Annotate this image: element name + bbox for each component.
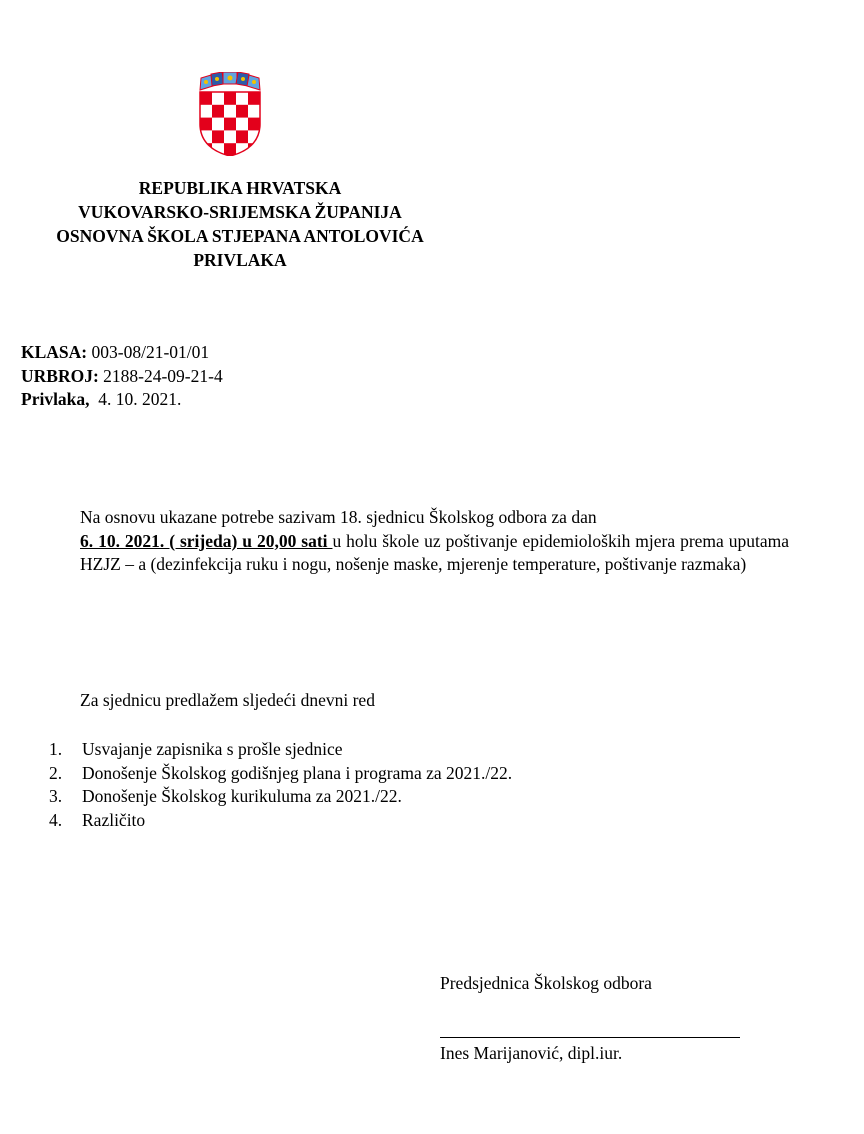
document-metadata <box>21 341 223 412</box>
signature-line <box>440 1037 740 1038</box>
header-country: REPUBLIKA HRVATSKA <box>138 178 342 198</box>
agenda-item-number: 2. <box>49 762 63 783</box>
agenda-intro: Za sjednicu predlažem sljedeći dnevni red <box>80 690 375 710</box>
checkerboard-shield-icon <box>197 92 263 156</box>
agenda-item-number: 3. <box>49 786 63 806</box>
notice-intro: Na osnovu ukazane potrebe sazivam 18. sjednicu Školskog odbora za dan <box>80 507 597 527</box>
place-label: Privlaka, <box>21 389 90 409</box>
crown-icon <box>200 72 260 90</box>
agenda-list <box>49 738 512 832</box>
notice-rest: u holu škole uz poštivanje epidemioloških mjera prema uputama HZJZ – a (dezinfekcija ruku i nogu, nošenje maske, mjerenje temperature, poštivanje razmaka) <box>80 530 789 574</box>
urbroj-value: 2188-24-09-21-4 <box>98 365 223 386</box>
urbroj-line <box>21 365 223 389</box>
meeting-date: 6. 10. 2021. ( srijeda) u 20,00 sati <box>80 530 333 551</box>
agenda-item-text: Donošenje Školskog godišnjeg plana i programa za 2021./22. <box>82 762 513 783</box>
klasa-value: 003-08/21-01/01 <box>87 342 210 362</box>
agenda-item-text: Donošenje Školskog kurikuluma za 2021./22. <box>82 786 402 806</box>
klasa-label: KLASA: <box>21 342 88 362</box>
agenda-item-number: 4. <box>49 809 63 830</box>
agenda-item-number: 1. <box>49 739 63 759</box>
croatian-coat-of-arms-icon <box>197 72 263 156</box>
place-date-line <box>21 388 223 412</box>
agenda-item <box>49 762 512 786</box>
header-school: OSNOVNA ŠKOLA STJEPANA ANTOLOVIĆA <box>56 226 424 246</box>
klasa-line <box>21 341 223 365</box>
header-town: PRIVLAKA <box>193 250 287 270</box>
agenda-item-text: Različito <box>82 809 146 830</box>
place-date: 4. 10. 2021. <box>89 389 182 409</box>
signature-title: Predsjednica Školskog odbora <box>440 973 652 993</box>
agenda-item-text: Usvajanje zapisnika s prošle sjednice <box>82 739 343 759</box>
agenda-item <box>49 738 512 762</box>
urbroj-label: URBROJ: <box>21 365 99 386</box>
signature-name: Ines Marijanović, dipl.iur. <box>440 1043 623 1063</box>
institution-header <box>10 176 470 272</box>
header-county: VUKOVARSKO-SRIJEMSKA ŽUPANIJA <box>78 202 402 222</box>
agenda-item <box>49 785 512 809</box>
agenda-item <box>49 809 512 833</box>
meeting-notice-paragraph <box>80 506 789 577</box>
